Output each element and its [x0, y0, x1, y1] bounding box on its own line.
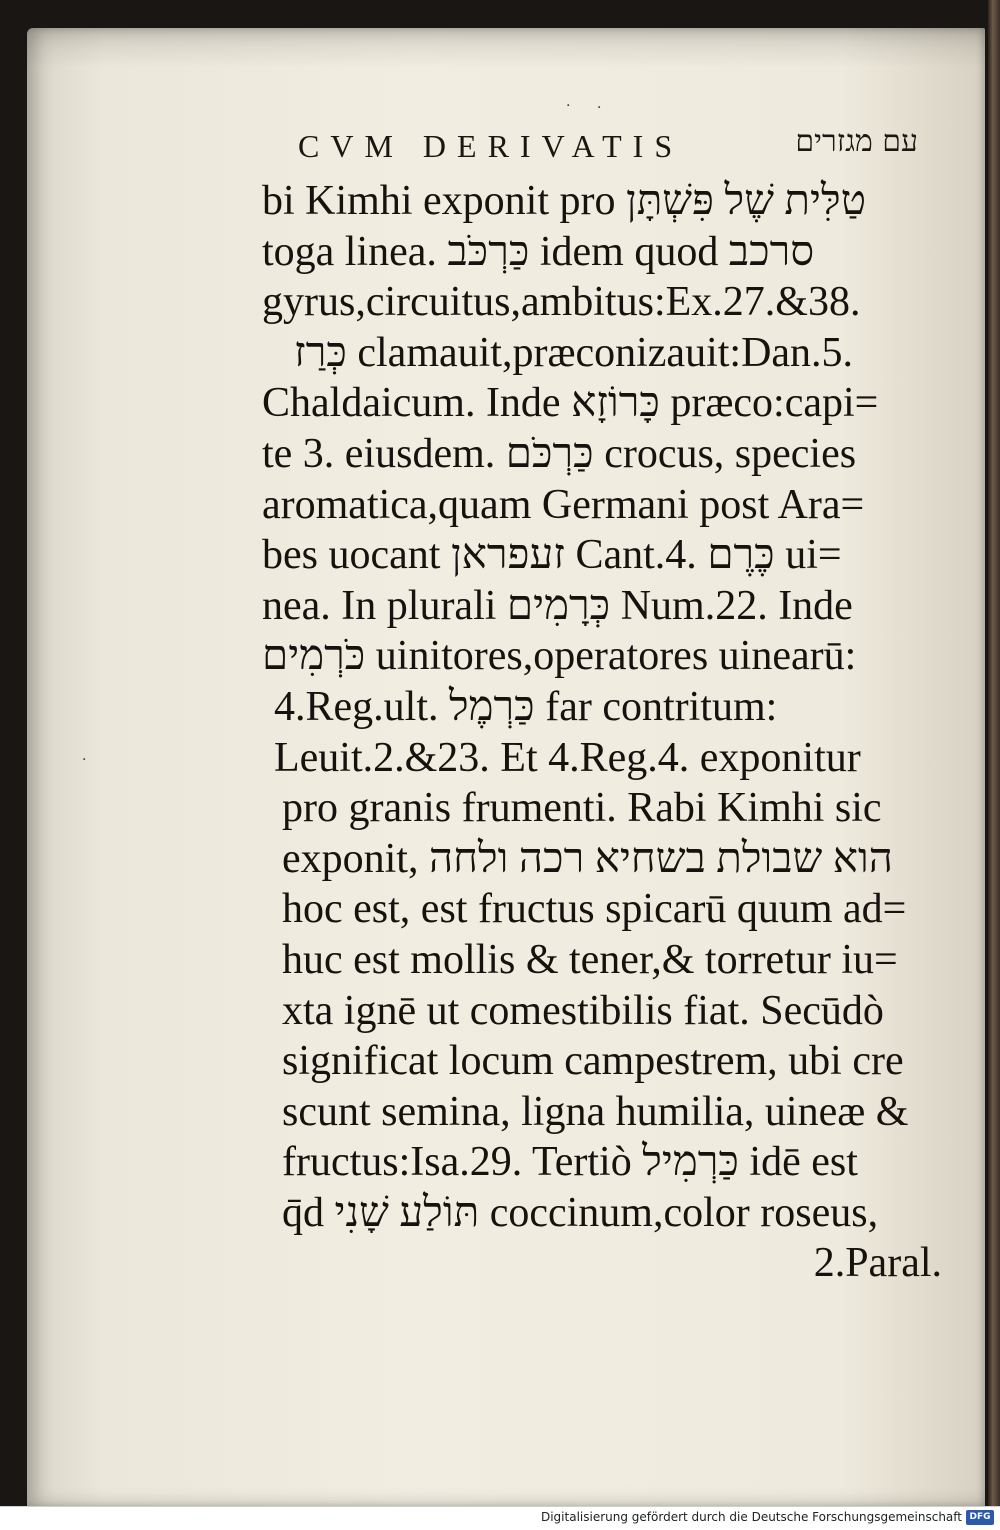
text-line: bi Kimhi exponit pro טַלִּית שֶׁל פִּשְׁתָּן — [262, 178, 867, 224]
text-line: Chaldaicum. Inde כָּרוֹזָא præco:capi= — [262, 380, 879, 427]
running-head — [298, 124, 918, 174]
ink-speck: · — [597, 100, 602, 116]
page-top-shadow — [27, 28, 985, 68]
text-line: toga linea. כַּרְכֹּב idem quod סרכב — [262, 228, 815, 275]
body-text — [262, 176, 942, 1289]
text-line: כְּרַז clamauit,præconizauit:Dan.5. — [294, 329, 854, 376]
funding-credit: Digitalisierung gefördert durch die Deutsche Forschungsgemeinschaft — [540, 1510, 962, 1524]
dfg-logo: DFG — [966, 1510, 994, 1525]
text-line: hoc est, est fructus spicarū quum ad= — [282, 886, 907, 933]
catchword: 2.Paral. — [813, 1240, 942, 1287]
book-spine — [988, 0, 1000, 1506]
text-line: exponit, הוא שבולת בשחיא רכה ולחה — [282, 835, 893, 882]
ink-speck: · — [82, 752, 87, 768]
text-line: Leuit.2.&23. Et 4.Reg.4. exponitur — [274, 734, 861, 781]
running-head-hebrew: עם מגזרים — [795, 124, 918, 159]
footer-bar — [0, 1506, 1000, 1530]
text-line: bes uocant זעפראן Cant.4. כֶּרֶם ui= — [262, 532, 842, 579]
text-line: fructus:Isa.29. Tertiò כַּרְמִיל idē est — [282, 1139, 858, 1186]
text-line: pro granis frumenti. Rabi Kimhi sic — [282, 785, 882, 832]
running-head-latin: CVM DERIVATIS — [298, 128, 684, 164]
text-line: te 3. eiusdem. כַּרְכֹּם crocus, species — [262, 430, 857, 477]
text-line: xta ignē ut comestibilis fiat. Secūdò — [282, 987, 884, 1034]
ink-speck: · — [566, 98, 571, 114]
text-line: q̄d תּוֹלַע שָׁנִי coccinum,color roseus, — [282, 1189, 879, 1236]
text-line: scunt semina, ligna humilia, uineæ & — [282, 1088, 909, 1135]
text-line: huc est mollis & tener,& torretur iu= — [282, 936, 898, 983]
text-line: 4.Reg.ult. כַּרְמֶל far contritum: — [274, 683, 778, 730]
text-line: nea. In plurali כְּרָמִים Num.22. Inde — [262, 582, 853, 629]
text-line: aromatica,quam Germani post Ara= — [262, 481, 865, 528]
text-line: כֹּרְמִים uinitores,operatores uinearū: — [262, 633, 857, 680]
text-line: significat locum campestrem, ubi cre — [282, 1038, 904, 1085]
text-line: gyrus,circuitus,ambitus:Ex.27.&38. — [262, 279, 861, 326]
